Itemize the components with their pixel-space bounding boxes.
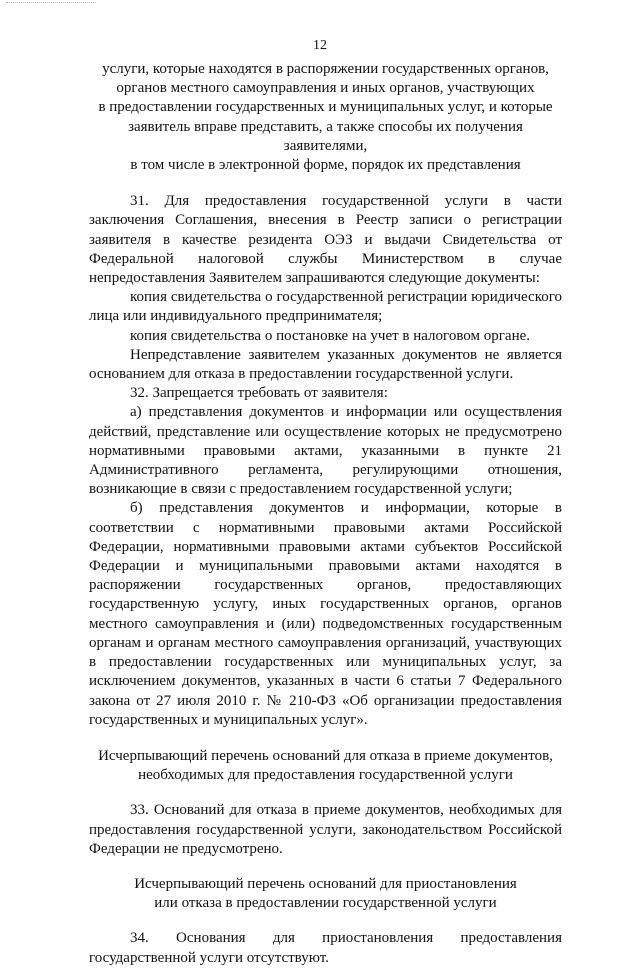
paragraph-31-item-tax-copy: копия свидетельства о постановке на учет в налоговом органе. <box>130 327 531 344</box>
heading-line: органов местного самоуправления и иных органов, участвующих <box>116 80 535 97</box>
heading-line: услуги, которые находятся в распоряжении государственных органов, <box>102 61 549 77</box>
heading-line: Исчерпывающий перечень оснований для приостановления <box>134 875 517 892</box>
paragraph-32: 32. Запрещается требовать от заявителя: <box>130 385 388 402</box>
heading-line: заявитель вправе представить, а также способы их получения заявителями, <box>128 118 523 154</box>
heading-line: необходимых для предоставления государственной услуги <box>138 767 513 784</box>
heading-line: в предоставлении государственных и муниципальных услуг, и которые <box>98 99 553 116</box>
refusal-grounds-heading <box>89 747 562 785</box>
page-number: 12 <box>313 38 327 53</box>
paragraph-34: 34. Основания для приостановления предоставления государственной услуги отсутствуют. <box>89 930 562 966</box>
document-body <box>89 60 562 968</box>
intro-heading <box>89 60 562 175</box>
paragraph-32-item-a: а) представления документов и информации или осуществления действий, представление или осуществление которых не предусмотрено нормативными правовыми актами, указанными в пункте 21 Административного регламента, регулирующими отношения, возникающие в связи с предоставлением государственной услуги; <box>89 404 562 498</box>
suspension-grounds-heading <box>89 875 562 913</box>
heading-line: Исчерпывающий перечень оснований для отказа в приеме документов, <box>98 747 553 764</box>
paragraph-31-note: Непредставление заявителем указанных документов не является основанием для отказа в предоставлении государственной услуги. <box>89 346 562 383</box>
paragraph-31-item-registration-copy: копия свидетельства о государственной регистрации юридического лица или индивидуального предпринимателя; <box>89 289 562 325</box>
heading-line: в том числе в электронной форме, порядок их представления <box>130 157 521 174</box>
heading-line: или отказа в предоставлении государственной услуги <box>154 895 497 912</box>
paragraph-33: 33. Оснований для отказа в приеме документов, необходимых для предоставления государственной услуги, законодательством Российской Федерации не предусмотрено. <box>89 802 562 857</box>
scan-corner-mark <box>6 2 96 3</box>
paragraph-32-item-b: б) представления документов и информации, которые в соответствии с нормативными правовыми актами Российской Федерации, нормативными правовыми актами субъектов Российской Федерации и муниципальными правовыми актами находятся в распоряжении государственных органов, предоставляющих государственную услугу, иных государственных органов, органов местного самоуправления и (или) подведомственных государственным органам и органам местного самоуправления организаций, участвующих в предоставлении государственных или муниципальных услуг, за исключением документов, указанных в части 6 статьи 7 Федерального закона от 27 июля 2010 г. № 210-ФЗ «Об организации предоставления государственных и муниципальных услуг». <box>89 500 562 728</box>
paragraph-31: 31. Для предоставления государственной услуги в части заключения Соглашения, внесения в Реестр записи о регистрации заявителя в качестве резидента ОЭЗ и выдачи Свидетельства от Федеральной налоговой службы Министерством в случае непредоставления Заявителем запрашиваются следующие документы: <box>89 193 562 287</box>
